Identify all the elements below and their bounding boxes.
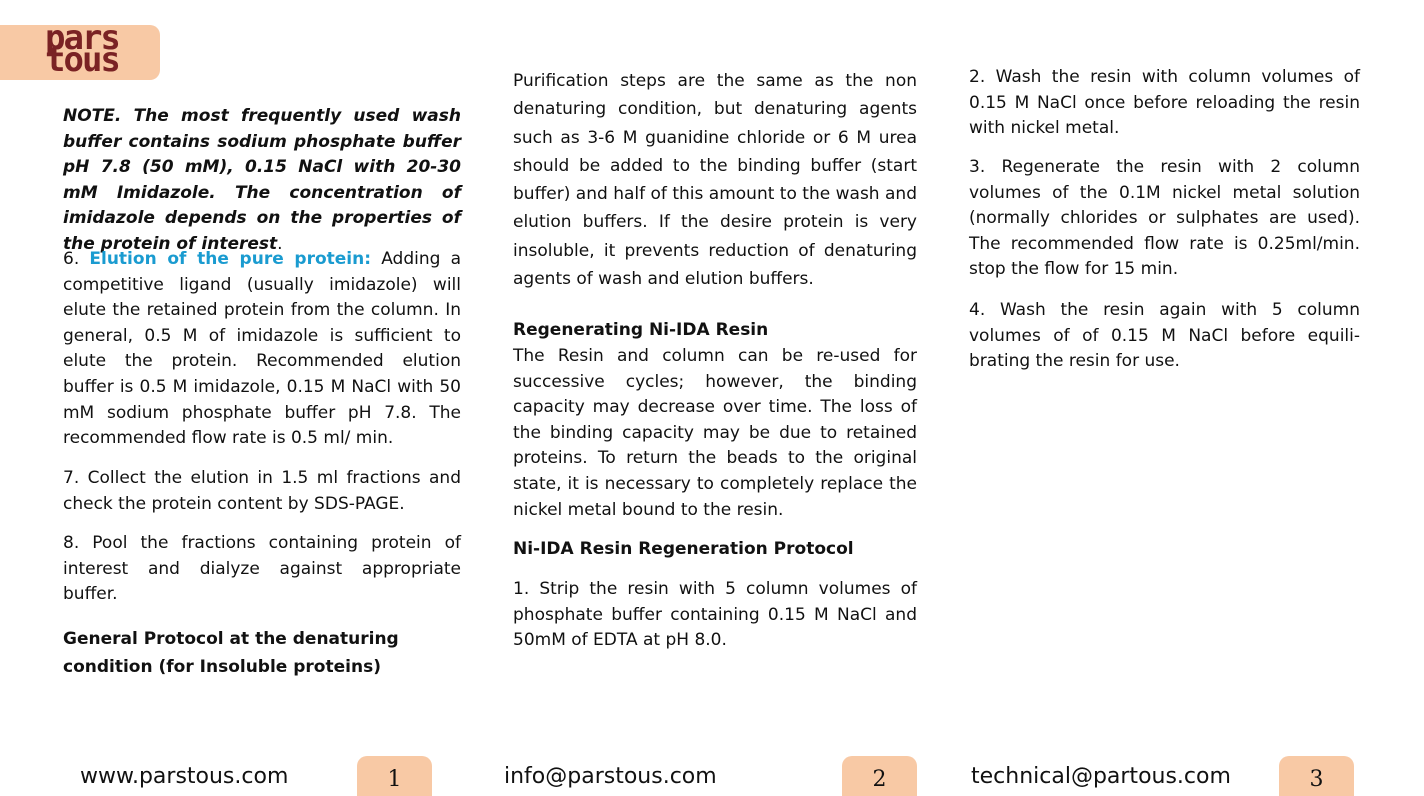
regenerating-heading: Regenerating Ni-IDA Resin: [513, 320, 769, 340]
page-number-1: 1: [387, 767, 402, 792]
note-text: NOTE. The most frequently used wash buffer contains sodium phosphate buffer pH 7.8 (50 mM), 0.15 NaCl with 20-30 mM Imidazole. The concentration of imidazole depends on the properties of the protein of interest: [63, 106, 461, 254]
protocol-step-3: 3. Regenerate the resin with 2 column volumes of the 0.1M nickel metal solution (normally chlorides or sulphates are used). The recommended flow rate is 0.25ml/min. stop the flow for 15 min.: [969, 157, 1360, 280]
regenerating-text: The Resin and column can be re-used for successive cycles; however, the binding capacity may decrease over time. The loss of the binding capacity may be due to retained proteins. To return the beads to the original state, it is necessary to completely replace the nickel metal bound to the resin.: [513, 346, 917, 520]
denaturing-intro: Purification steps are the same as the non denaturing condition, but denaturing agents such as 3-6 M guanidine chloride or 6 M urea should be added to the binding buffer (start buffer) and half of this amount to the wash and elution buffers. If the desire protein is very insoluble, it prevents reduction of denaturing agents of wash and elution buffers.: [513, 71, 917, 290]
protocol-step-4: 4. Wash the resin again with 5 column volumes of of 0.15 M NaCl before equili-brating the resin for use.: [969, 300, 1360, 372]
page-tab-2: [842, 756, 917, 796]
page-tab-1: [357, 756, 432, 796]
protocol-heading: Ni-IDA Resin Regeneration Protocol: [513, 539, 854, 559]
step-8: 8. Pool the fractions containing protein of interest and dialyze against appropriate buffer.: [63, 533, 461, 605]
company-logo: [0, 18, 160, 80]
note-end: .: [277, 233, 283, 254]
step6-number: 6.: [63, 249, 90, 269]
step6-title: Elution of the pure protein:: [89, 249, 372, 269]
note-paragraph: [63, 104, 461, 258]
page-tab-3: [1279, 756, 1354, 796]
step6-text: Adding a competitive ligand (usually imidazole) will elute the retained protein from the column. In general, 0.5 M of imidazole is sufficient to elute the protein. Recommended elution buffer is 0.5 M imidazole, 0.15 M NaCl with 50 mM sodium phosphate buffer pH 7.8. The recommended flow rate is 0.5 ml/ min.: [63, 249, 461, 449]
step-7: 7. Collect the elution in 1.5 ml fractions and check the protein content by SDS-PAGE.: [63, 468, 461, 514]
logo-text: pars tous: [45, 18, 119, 80]
footer-website[interactable]: www.parstous.com: [80, 764, 289, 789]
footer-email-technical[interactable]: technical@partous.com: [971, 764, 1231, 789]
page-number-3: 3: [1309, 767, 1324, 792]
denaturing-heading: General Protocol at the denaturing condition (for Insoluble proteins): [63, 629, 399, 677]
protocol-step-2: 2. Wash the resin with column volumes of 0.15 M NaCl once before reloading the resin with nickel metal.: [969, 67, 1360, 139]
footer-email-info[interactable]: info@parstous.com: [504, 764, 717, 789]
protocol-step-1: 1. Strip the resin with 5 column volumes of phosphate buffer containing 0.15 M NaCl and 50mM of EDTA at pH 8.0.: [513, 579, 917, 651]
page-number-2: 2: [872, 767, 887, 792]
step-6: [63, 247, 461, 452]
